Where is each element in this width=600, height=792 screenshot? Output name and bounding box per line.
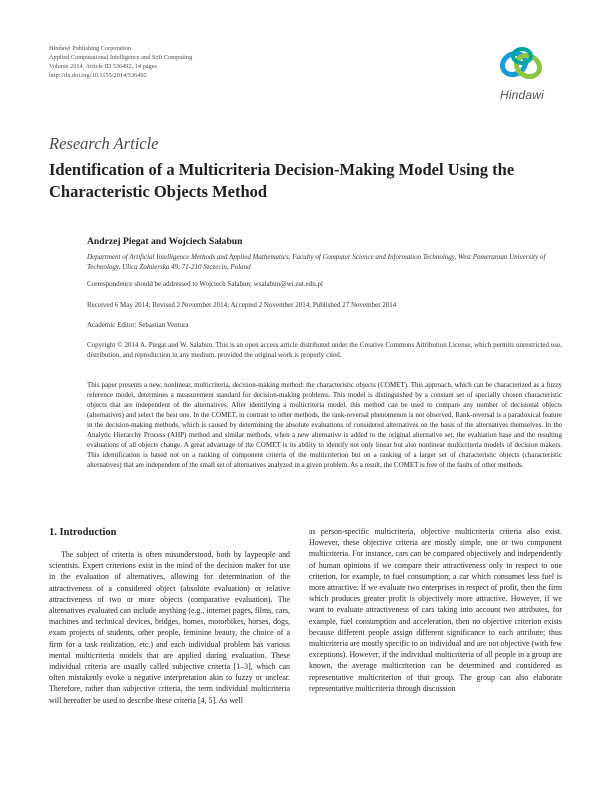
article-dates: Received 6 May 2014; Revised 2 November 2014; Accepted 2 November 2014; Published 27 November 2014 — [87, 301, 397, 309]
intro-left-column: The subject of criteria is often misunderstood, both by laypeople and scientists. Expert criterions exist in the mind of the decision maker for use in the evaluation of alternatives, allowing for determination of the attractiveness of a considered object (absolute evaluation) or relative attractiveness of two or more objects (comparative evaluation). The alternatives evaluated can include anything (e.g., internet pages, films, cars, machines and technical devices, bridges, homes, motorbikes, horses, dogs, exam projects of students, other people, feminine beauty, the choice of a firm for a task realization, etc.) and each individual problem has various mental multicriteria models that are applied during evaluation. These individual criteria are usually called subjective criteria [1–3], which can often mistakenly evoke a negative interpretation akin to fuzzy or unclear. Therefore, rather than subjective criteria, the term individual multicriteria will hereafter be used to describe these criteria [4, 5]. As well — [49, 550, 290, 705]
copyright-notice: Copyright © 2014 A. Piegat and W. Sałabun. This is an open access article distributed under the Creative Commons Attribution License, which permits unrestricted use, distribution, and reproduction in any medium, provided the original work is properly cited. — [87, 341, 562, 359]
hindawi-logo-text: Hindawi — [499, 88, 545, 102]
doi-link[interactable]: http://dx.doi.org/10.1155/2014/536492 — [49, 72, 147, 79]
academic-editor: Academic Editor: Sebastian Ventura — [87, 321, 189, 329]
abstract: This paper presents a new, nonlinear, multicriteria, decision-making method: the characteristic objects (COMET). This approach, which can be characterized as a fuzzy reference model, determines a measurement standard for decision-making problems. This model is distinguished by a constant set of specially chosen characteristic objects that are independent of the alternatives. After identifying a multicriteria model, this method can be used to compare any number of decisional objects (alternatives) and select the best one. In the COMET, in contrast to other methods, the rank-reversal phenomenon is not observed. Rank-reversal is a paradoxical feature in the decision-making methods, which is caused by determining the absolute evaluations of considered alternatives on the basis of the alternatives themselves. In the Analytic Hierarchy Process (AHP) method and similar methods, when a new alternative is added to the original alternative set, the evaluation base and the resulting evaluations of all objects change. A great advantage of the COMET is its ability to identify not only linear but also nonlinear multicriteria models of decision makers. This identification is based not on a ranking of component criteria of the multicriterion but on a ranking of a larger set of characteristic objects (characteristic alternatives) that are independent of the small set of alternatives analyzed in a given problem. As a result, the COMET is free of the faults of other methods. — [87, 381, 562, 469]
intro-right-column: as person-specific multicriteria, objective multicriteria criteria also exist. However, these objective criteria are mostly simple, one or two component multicriteria. For instance, cars can be compared objectively and independently of human opinions if we compare their attractiveness only in respect to one criterion, for example, to fuel consumption; a car which consumes less fuel is more attractive. If we evaluate two enterprises in respect of profit, then the firm which produces greater profit is objectively more attractive. However, if we want to evaluate attractiveness of cars taking into account two attributes, for example, fuel consumption and acceleration, then no objective criterion exists because different people assign different significance to each attribute; thus multicriteria are mostly specific to an individual and are not objective (with few exceptions). However, if the individual multicriteria of all people in a group are known, the average multicriterion can be determined and considered as representative multicriterion of that group. The group can also elaborate representative multicriteria through discussion — [309, 527, 562, 693]
section-heading-introduction: 1. Introduction — [49, 527, 117, 538]
article-title: Identification of a Multicriteria Decision-Making Model Using the Characteristic Objects Method — [49, 160, 515, 201]
publication-info — [49, 44, 192, 80]
hindawi-logo — [492, 44, 562, 106]
journal-name: Applied Computational Intelligence and Soft Computing — [49, 54, 193, 61]
authors: Andrzej Piegat and Wojciech Sałabun — [87, 236, 243, 247]
affiliation: Department of Artificial Intelligence Methods and Applied Mathematics, Faculty of Computer Science and Information Technology, West Pomeranian University of Technology, Ulica Żołnierska 49, 71-210 Szczecin, Poland — [87, 253, 546, 271]
volume-info: Volume 2014, Article ID 536492, 14 pages — [49, 63, 157, 70]
correspondence: Correspondence should be addressed to Wojciech Sałabun; wsalabun@wi.zut.edu.pl — [87, 280, 323, 288]
article-type: Research Article — [49, 134, 159, 153]
hindawi-logo-icon — [492, 44, 552, 88]
publisher-name: Hindawi Publishing Corporation — [49, 45, 132, 52]
